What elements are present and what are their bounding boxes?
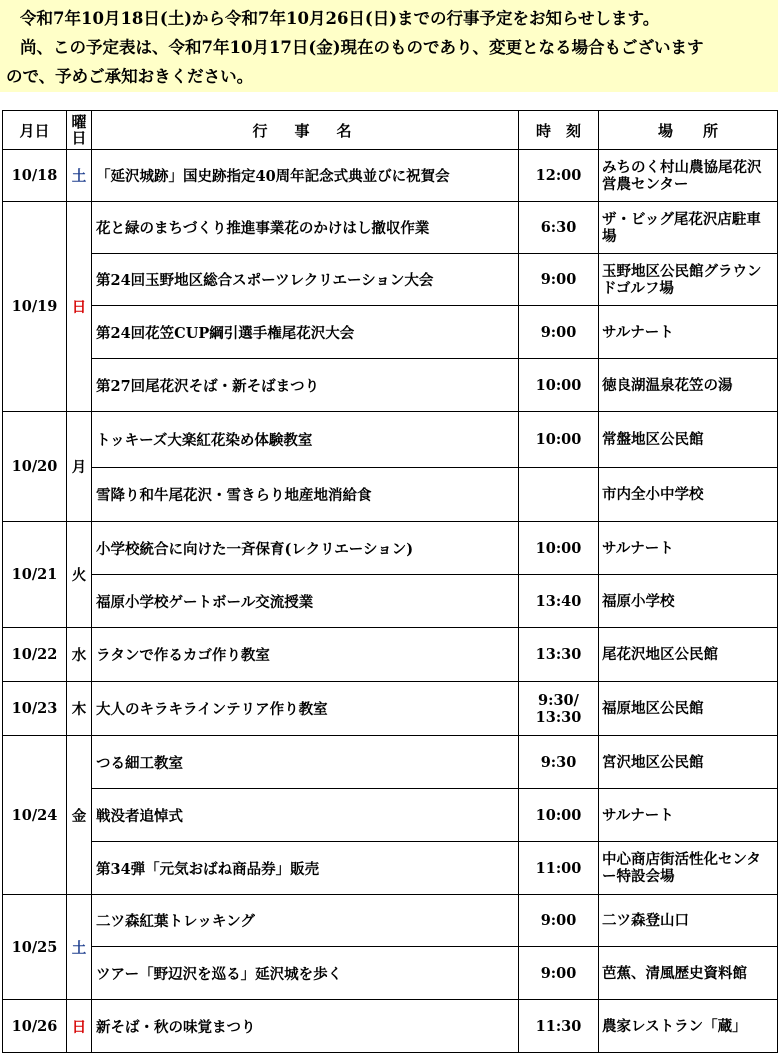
time-cell: 10:00: [519, 359, 599, 412]
place-cell: サルナート: [599, 306, 778, 359]
event-name-cell: 戦没者追悼式: [92, 789, 519, 842]
time-cell: [519, 468, 599, 522]
time-cell: 10:00: [519, 522, 599, 575]
place-cell: サルナート: [599, 789, 778, 842]
time-cell: 13:40: [519, 575, 599, 628]
event-name-cell: 花と緑のまちづくり推進事業花のかけはし撤収作業: [92, 202, 519, 254]
date-cell: 10/18: [3, 150, 67, 202]
event-name-cell: 福原小学校ゲートボール交流授業: [92, 575, 519, 628]
time-cell: 12:00: [519, 150, 599, 202]
place-cell: 福原地区公民館: [599, 682, 778, 736]
time-line-1: 9:30/: [538, 691, 579, 709]
date-cell: 10/23: [3, 682, 67, 736]
weekday-cell: 水: [67, 628, 92, 682]
place-cell: 市内全小中学校: [599, 468, 778, 522]
event-name-cell: 「延沢城跡」国史跡指定40周年記念式典並びに祝賀会: [92, 150, 519, 202]
table-row: [3, 412, 778, 468]
date-cell: 10/25: [3, 895, 67, 1000]
place-cell: ザ・ビッグ尾花沢店駐車場: [599, 202, 778, 254]
header-place: 場 所: [599, 111, 778, 150]
place-cell: みちのく村山農協尾花沢営農センター: [599, 150, 778, 202]
date-cell: 10/19: [3, 202, 67, 412]
table-row: [3, 359, 778, 412]
time-cell: 10:00: [519, 412, 599, 468]
place-cell: 福原小学校: [599, 575, 778, 628]
table-row: [3, 736, 778, 789]
place-cell: サルナート: [599, 522, 778, 575]
table-row: [3, 468, 778, 522]
place-cell: 芭蕉、清風歴史資料館: [599, 947, 778, 1000]
table-row: [3, 202, 778, 254]
date-cell: 10/24: [3, 736, 67, 895]
table-row: [3, 254, 778, 306]
header-date: 月日: [3, 111, 67, 150]
notice-line-1: 令和7年10月18日(土)から令和7年10月26日(日)までの行事予定をお知らせします。: [20, 9, 660, 28]
table-row: [3, 1000, 778, 1053]
weekday-cell: 土: [67, 150, 92, 202]
table-row: [3, 947, 778, 1000]
event-name-cell: 第27回尾花沢そば・新そばまつり: [92, 359, 519, 412]
date-cell: 10/20: [3, 412, 67, 522]
weekday-cell: 土: [67, 895, 92, 1000]
notice-line-3: ので、予めご承知おきください。: [6, 67, 254, 86]
header-event: 行 事 名: [92, 111, 519, 150]
place-cell: 宮沢地区公民館: [599, 736, 778, 789]
time-cell: 9:00: [519, 947, 599, 1000]
weekday-cell: 月: [67, 412, 92, 522]
place-cell: 徳良湖温泉花笠の湯: [599, 359, 778, 412]
table-row: [3, 628, 778, 682]
time-cell: 9:00: [519, 306, 599, 359]
schedule-table: [2, 110, 778, 1053]
event-name-cell: 大人のキラキラインテリア作り教室: [92, 682, 519, 736]
weekday-cell: 日: [67, 202, 92, 412]
event-name-cell: 第34弾「元気おばね商品券」販売: [92, 842, 519, 895]
table-row: [3, 150, 778, 202]
table-row: [3, 842, 778, 895]
place-cell: 玉野地区公民館グラウンドゴルフ場: [599, 254, 778, 306]
event-name-cell: つる細工教室: [92, 736, 519, 789]
time-cell: 11:30: [519, 1000, 599, 1053]
time-cell: 9:30: [519, 736, 599, 789]
event-name-cell: ツアー「野辺沢を巡る」延沢城を歩く: [92, 947, 519, 1000]
date-cell: 10/22: [3, 628, 67, 682]
event-name-cell: 新そば・秋の味覚まつり: [92, 1000, 519, 1053]
date-cell: 10/26: [3, 1000, 67, 1053]
place-cell: 中心商店街活性化センター特設会場: [599, 842, 778, 895]
weekday-cell: 日: [67, 1000, 92, 1053]
table-row: [3, 575, 778, 628]
place-cell: 二ツ森登山口: [599, 895, 778, 947]
table-row: [3, 522, 778, 575]
table-row: [3, 306, 778, 359]
header-time: 時 刻: [519, 111, 599, 150]
time-cell: 11:00: [519, 842, 599, 895]
place-cell: 尾花沢地区公民館: [599, 628, 778, 682]
date-cell: 10/21: [3, 522, 67, 628]
event-name-cell: ラタンで作るカゴ作り教室: [92, 628, 519, 682]
event-name-cell: トッキーズ大楽紅花染め体験教室: [92, 412, 519, 468]
table-row: [3, 895, 778, 947]
event-name-cell: 小学校統合に向けた一斉保育(レクリエーション): [92, 522, 519, 575]
time-cell: 9:00: [519, 895, 599, 947]
header-row: [3, 111, 778, 150]
header-weekday: 曜日: [67, 111, 92, 150]
event-name-cell: 第24回花笠CUP綱引選手権尾花沢大会: [92, 306, 519, 359]
schedule-body: [3, 150, 778, 1053]
notice-line-2: 尚、この予定表は、令和7年10月17日(金)現在のものであり、変更となる場合もございます: [20, 38, 704, 57]
place-cell: 農家レストラン「蔵」: [599, 1000, 778, 1053]
time-line-2: 13:30: [535, 708, 582, 726]
event-name-cell: 第24回玉野地区総合スポーツレクリエーション大会: [92, 254, 519, 306]
place-cell: 常盤地区公民館: [599, 412, 778, 468]
time-cell: [519, 682, 599, 736]
table-row: [3, 682, 778, 736]
event-name-cell: 雪降り和牛尾花沢・雪きらり地産地消給食: [92, 468, 519, 522]
weekday-cell: 火: [67, 522, 92, 628]
notice-banner: [0, 0, 778, 92]
table-row: [3, 789, 778, 842]
weekday-cell: 木: [67, 682, 92, 736]
time-cell: 6:30: [519, 202, 599, 254]
event-name-cell: 二ツ森紅葉トレッキング: [92, 895, 519, 947]
time-cell: 13:30: [519, 628, 599, 682]
time-cell: 10:00: [519, 789, 599, 842]
weekday-cell: 金: [67, 736, 92, 895]
time-cell: 9:00: [519, 254, 599, 306]
